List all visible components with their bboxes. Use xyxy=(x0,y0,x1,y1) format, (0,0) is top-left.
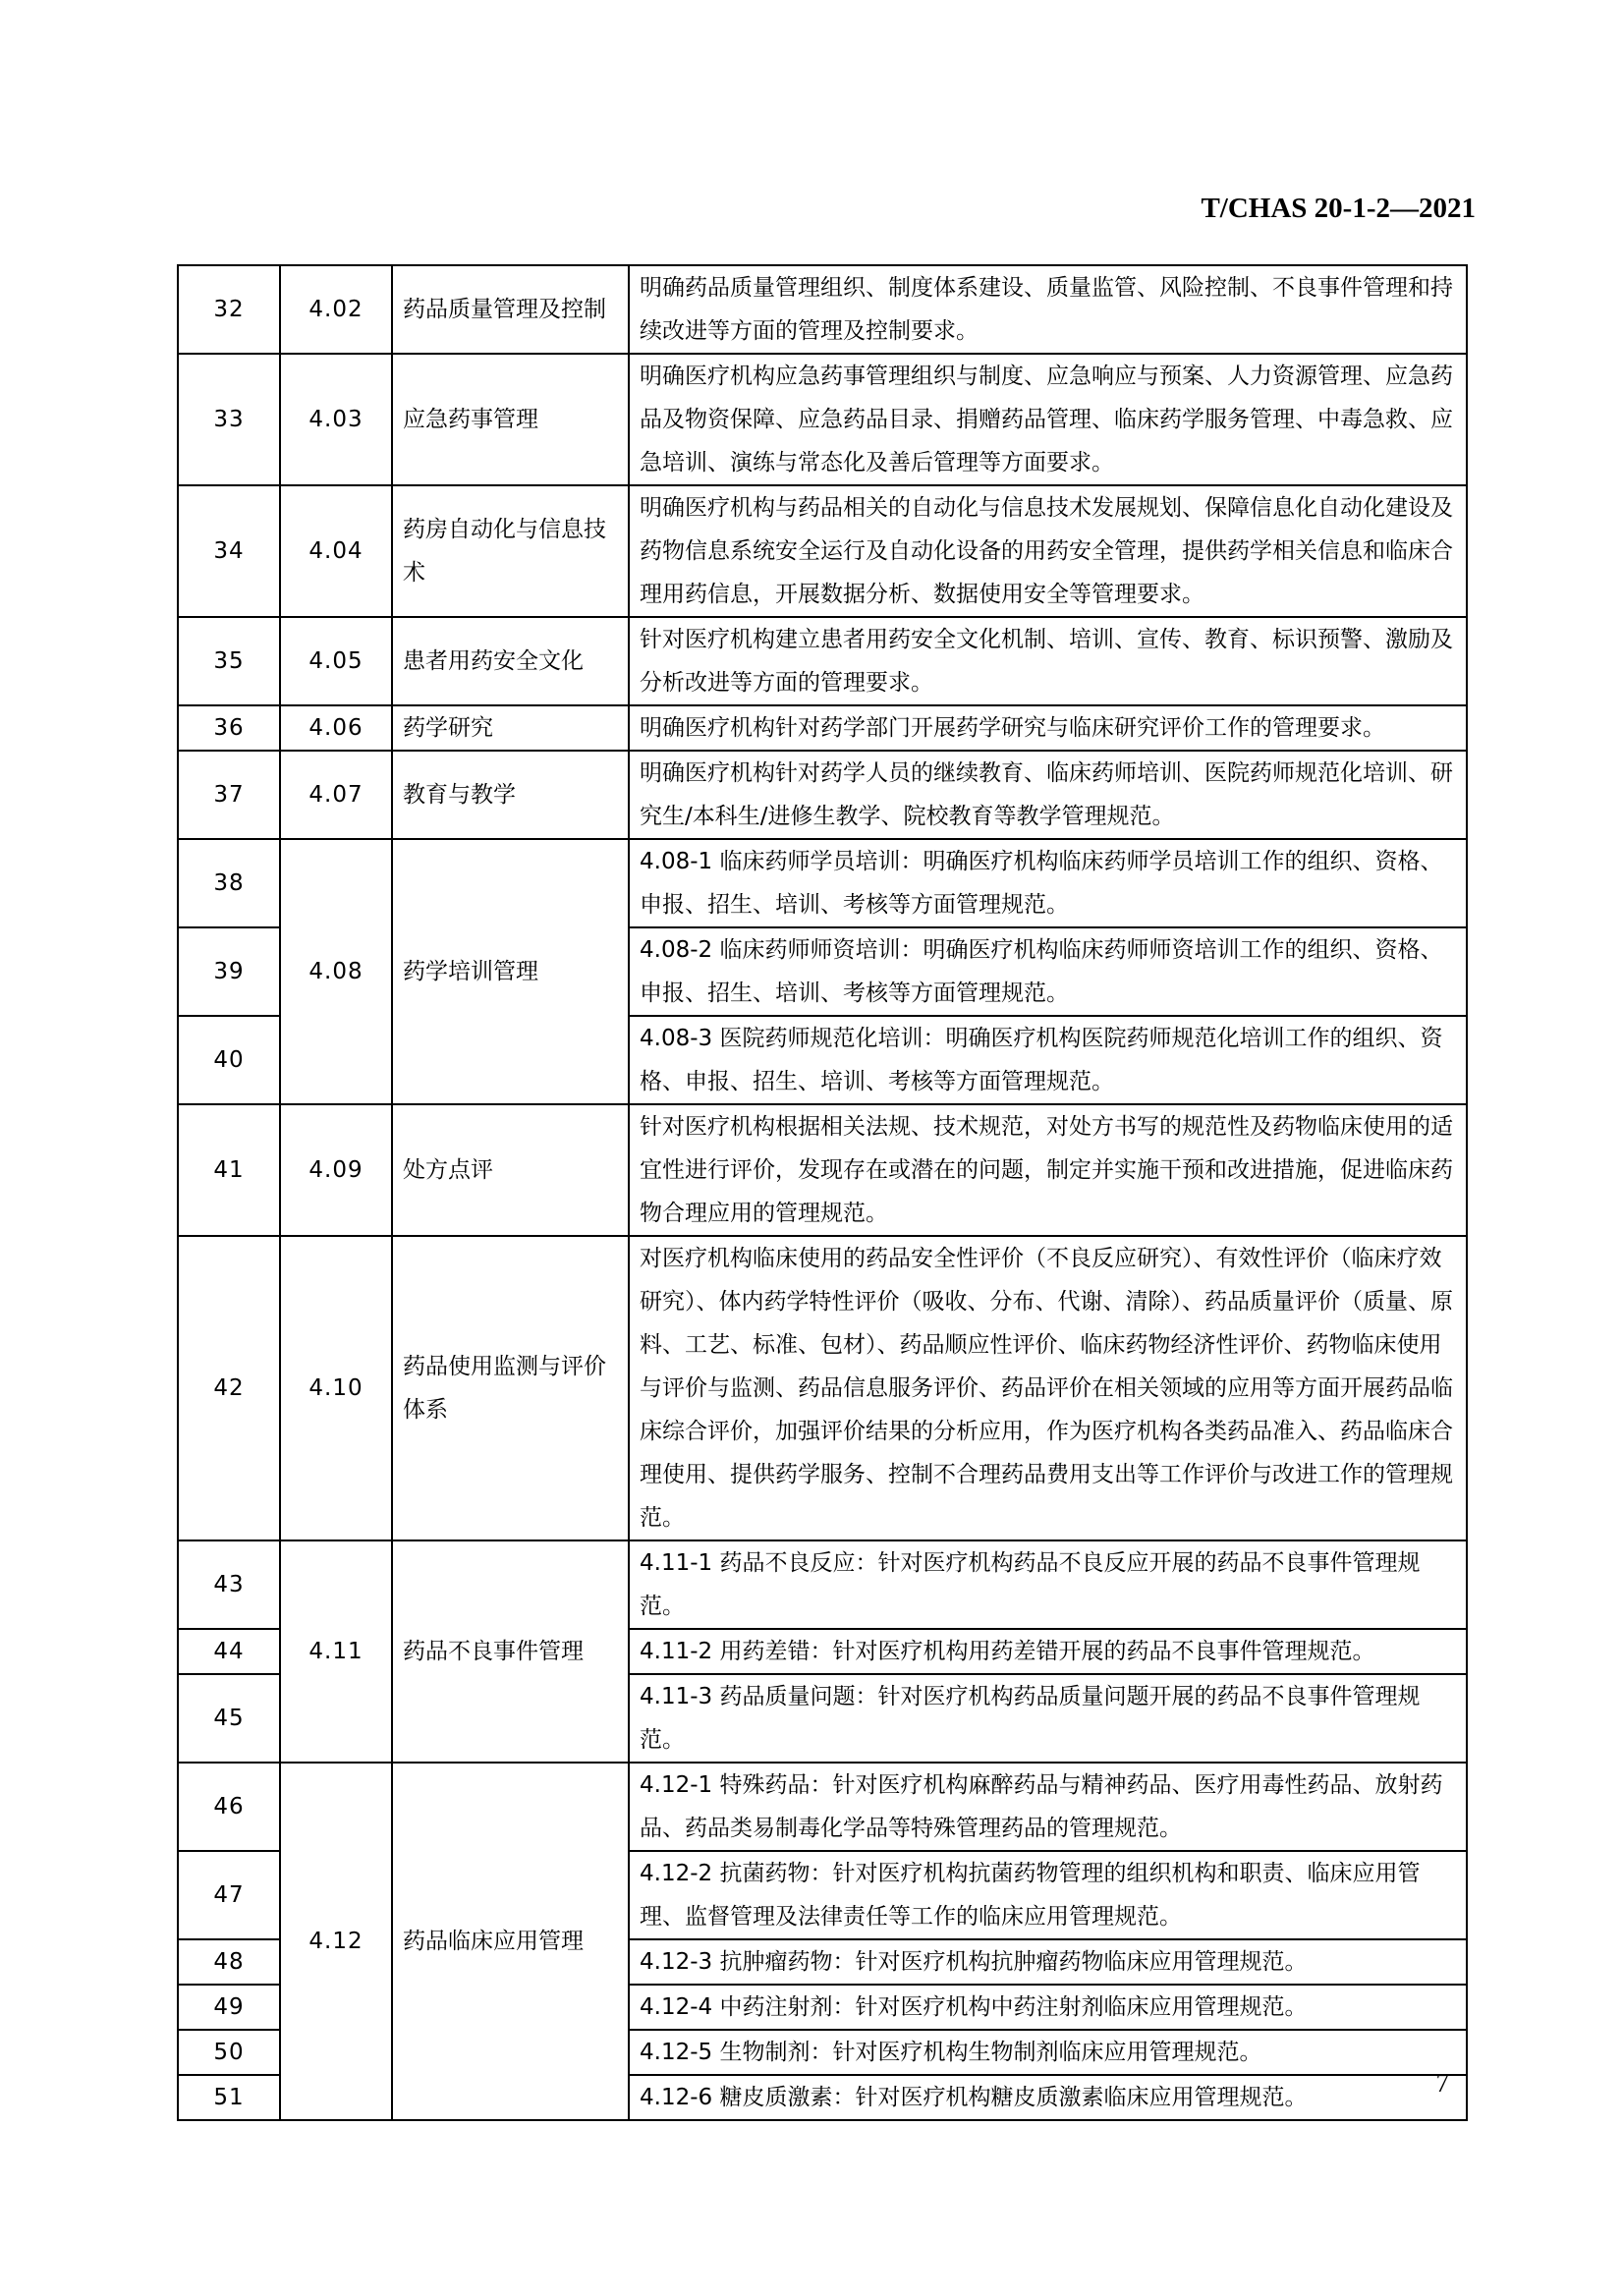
item-number: 45 xyxy=(178,1674,280,1763)
item-number: 47 xyxy=(178,1851,280,1939)
item-number: 40 xyxy=(178,1016,280,1104)
section-code: 4.06 xyxy=(280,705,392,751)
section-code: 4.10 xyxy=(280,1236,392,1540)
table-row xyxy=(178,839,1467,927)
item-number: 50 xyxy=(178,2030,280,2075)
item-number: 34 xyxy=(178,485,280,617)
section-name: 教育与教学 xyxy=(392,751,629,839)
item-description: 明确医疗机构针对药学部门开展药学研究与临床研究评价工作的管理要求。 xyxy=(629,705,1467,751)
item-number: 39 xyxy=(178,927,280,1016)
item-number: 32 xyxy=(178,265,280,354)
table-row xyxy=(178,1236,1467,1540)
item-number: 44 xyxy=(178,1629,280,1674)
item-number: 37 xyxy=(178,751,280,839)
section-code: 4.04 xyxy=(280,485,392,617)
specification-table xyxy=(177,264,1468,2121)
item-description: 4.12-3 抗肿瘤药物：针对医疗机构抗肿瘤药物临床应用管理规范。 xyxy=(629,1939,1467,1985)
section-name: 处方点评 xyxy=(392,1104,629,1236)
section-code: 4.08 xyxy=(280,839,392,1104)
item-number: 46 xyxy=(178,1763,280,1851)
table-row xyxy=(178,617,1467,705)
item-number: 42 xyxy=(178,1236,280,1540)
item-number: 48 xyxy=(178,1939,280,1985)
section-name: 药品不良事件管理 xyxy=(392,1540,629,1763)
section-name: 药学研究 xyxy=(392,705,629,751)
item-number: 41 xyxy=(178,1104,280,1236)
table-row xyxy=(178,1104,1467,1236)
page-number: 7 xyxy=(1435,2068,1449,2098)
item-number: 35 xyxy=(178,617,280,705)
section-name: 药品临床应用管理 xyxy=(392,1763,629,2120)
section-name: 应急药事管理 xyxy=(392,354,629,485)
section-code: 4.09 xyxy=(280,1104,392,1236)
section-code: 4.07 xyxy=(280,751,392,839)
document-code: T/CHAS 20-1-2—2021 xyxy=(1201,193,1476,224)
item-description: 针对医疗机构根据相关法规、技术规范，对处方书写的规范性及药物临床使用的适宜性进行评价，发现存在或潜在的问题，制定并实施干预和改进措施，促进临床药物合理应用的管理规范。 xyxy=(629,1104,1467,1236)
item-description: 明确医疗机构应急药事管理组织与制度、应急响应与预案、人力资源管理、应急药品及物资保障、应急药品目录、捐赠药品管理、临床药学服务管理、中毒急救、应急培训、演练与常态化及善后管理等方面要求。 xyxy=(629,354,1467,485)
item-description: 4.11-3 药品质量问题：针对医疗机构药品质量问题开展的药品不良事件管理规范。 xyxy=(629,1674,1467,1763)
item-number: 38 xyxy=(178,839,280,927)
table-row xyxy=(178,1540,1467,1629)
item-number: 43 xyxy=(178,1540,280,1629)
item-description: 4.11-1 药品不良反应：针对医疗机构药品不良反应开展的药品不良事件管理规范。 xyxy=(629,1540,1467,1629)
item-description: 4.12-2 抗菌药物：针对医疗机构抗菌药物管理的组织机构和职责、临床应用管理、监督管理及法律责任等工作的临床应用管理规范。 xyxy=(629,1851,1467,1939)
section-code: 4.12 xyxy=(280,1763,392,2120)
item-number: 51 xyxy=(178,2075,280,2120)
table-body xyxy=(178,265,1467,2120)
item-number: 49 xyxy=(178,1985,280,2030)
item-description: 4.12-4 中药注射剂：针对医疗机构中药注射剂临床应用管理规范。 xyxy=(629,1985,1467,2030)
item-number: 33 xyxy=(178,354,280,485)
section-code: 4.05 xyxy=(280,617,392,705)
table-row xyxy=(178,485,1467,617)
table-row xyxy=(178,751,1467,839)
table-row xyxy=(178,705,1467,751)
table-row xyxy=(178,354,1467,485)
item-description: 4.11-2 用药差错：针对医疗机构用药差错开展的药品不良事件管理规范。 xyxy=(629,1629,1467,1674)
item-description: 针对医疗机构建立患者用药安全文化机制、培训、宣传、教育、标识预警、激励及分析改进等方面的管理要求。 xyxy=(629,617,1467,705)
item-description: 4.08-2 临床药师师资培训：明确医疗机构临床药师师资培训工作的组织、资格、申报、招生、培训、考核等方面管理规范。 xyxy=(629,927,1467,1016)
section-name: 药房自动化与信息技术 xyxy=(392,485,629,617)
section-name: 药品使用监测与评价体系 xyxy=(392,1236,629,1540)
section-code: 4.03 xyxy=(280,354,392,485)
item-description: 明确医疗机构与药品相关的自动化与信息技术发展规划、保障信息化自动化建设及药物信息系统安全运行及自动化设备的用药安全管理，提供药学相关信息和临床合理用药信息，开展数据分析、数据使用安全等管理要求。 xyxy=(629,485,1467,617)
section-name: 药学培训管理 xyxy=(392,839,629,1104)
section-name: 药品质量管理及控制 xyxy=(392,265,629,354)
item-description: 4.08-3 医院药师规范化培训：明确医疗机构医院药师规范化培训工作的组织、资格、申报、招生、培训、考核等方面管理规范。 xyxy=(629,1016,1467,1104)
item-description: 4.12-5 生物制剂：针对医疗机构生物制剂临床应用管理规范。 xyxy=(629,2030,1467,2075)
table-row xyxy=(178,265,1467,354)
item-description: 4.08-1 临床药师学员培训：明确医疗机构临床药师学员培训工作的组织、资格、申报、招生、培训、考核等方面管理规范。 xyxy=(629,839,1467,927)
item-description: 对医疗机构临床使用的药品安全性评价（不良反应研究）、有效性评价（临床疗效研究）、体内药学特性评价（吸收、分布、代谢、清除）、药品质量评价（质量、原料、工艺、标准、包材）、药品顺应性评价、临床药物经济性评价、药物临床使用与评价与监测、药品信息服务评价、药品评价在相关领域的应用等方面开展药品临床综合评价，加强评价结果的分析应用，作为医疗机构各类药品准入、药品临床合理使用、提供药学服务、控制不合理药品费用支出等工作评价与改进工作的管理规范。 xyxy=(629,1236,1467,1540)
item-description: 明确药品质量管理组织、制度体系建设、质量监管、风险控制、不良事件管理和持续改进等方面的管理及控制要求。 xyxy=(629,265,1467,354)
item-description: 明确医疗机构针对药学人员的继续教育、临床药师培训、医院药师规范化培训、研究生/本科生/进修生教学、院校教育等教学管理规范。 xyxy=(629,751,1467,839)
section-code: 4.02 xyxy=(280,265,392,354)
section-code: 4.11 xyxy=(280,1540,392,1763)
item-number: 36 xyxy=(178,705,280,751)
item-description: 4.12-1 特殊药品：针对医疗机构麻醉药品与精神药品、医疗用毒性药品、放射药品、药品类易制毒化学品等特殊管理药品的管理规范。 xyxy=(629,1763,1467,1851)
table-row xyxy=(178,1763,1467,1851)
section-name: 患者用药安全文化 xyxy=(392,617,629,705)
item-description: 4.12-6 糖皮质激素：针对医疗机构糖皮质激素临床应用管理规范。 xyxy=(629,2075,1467,2120)
